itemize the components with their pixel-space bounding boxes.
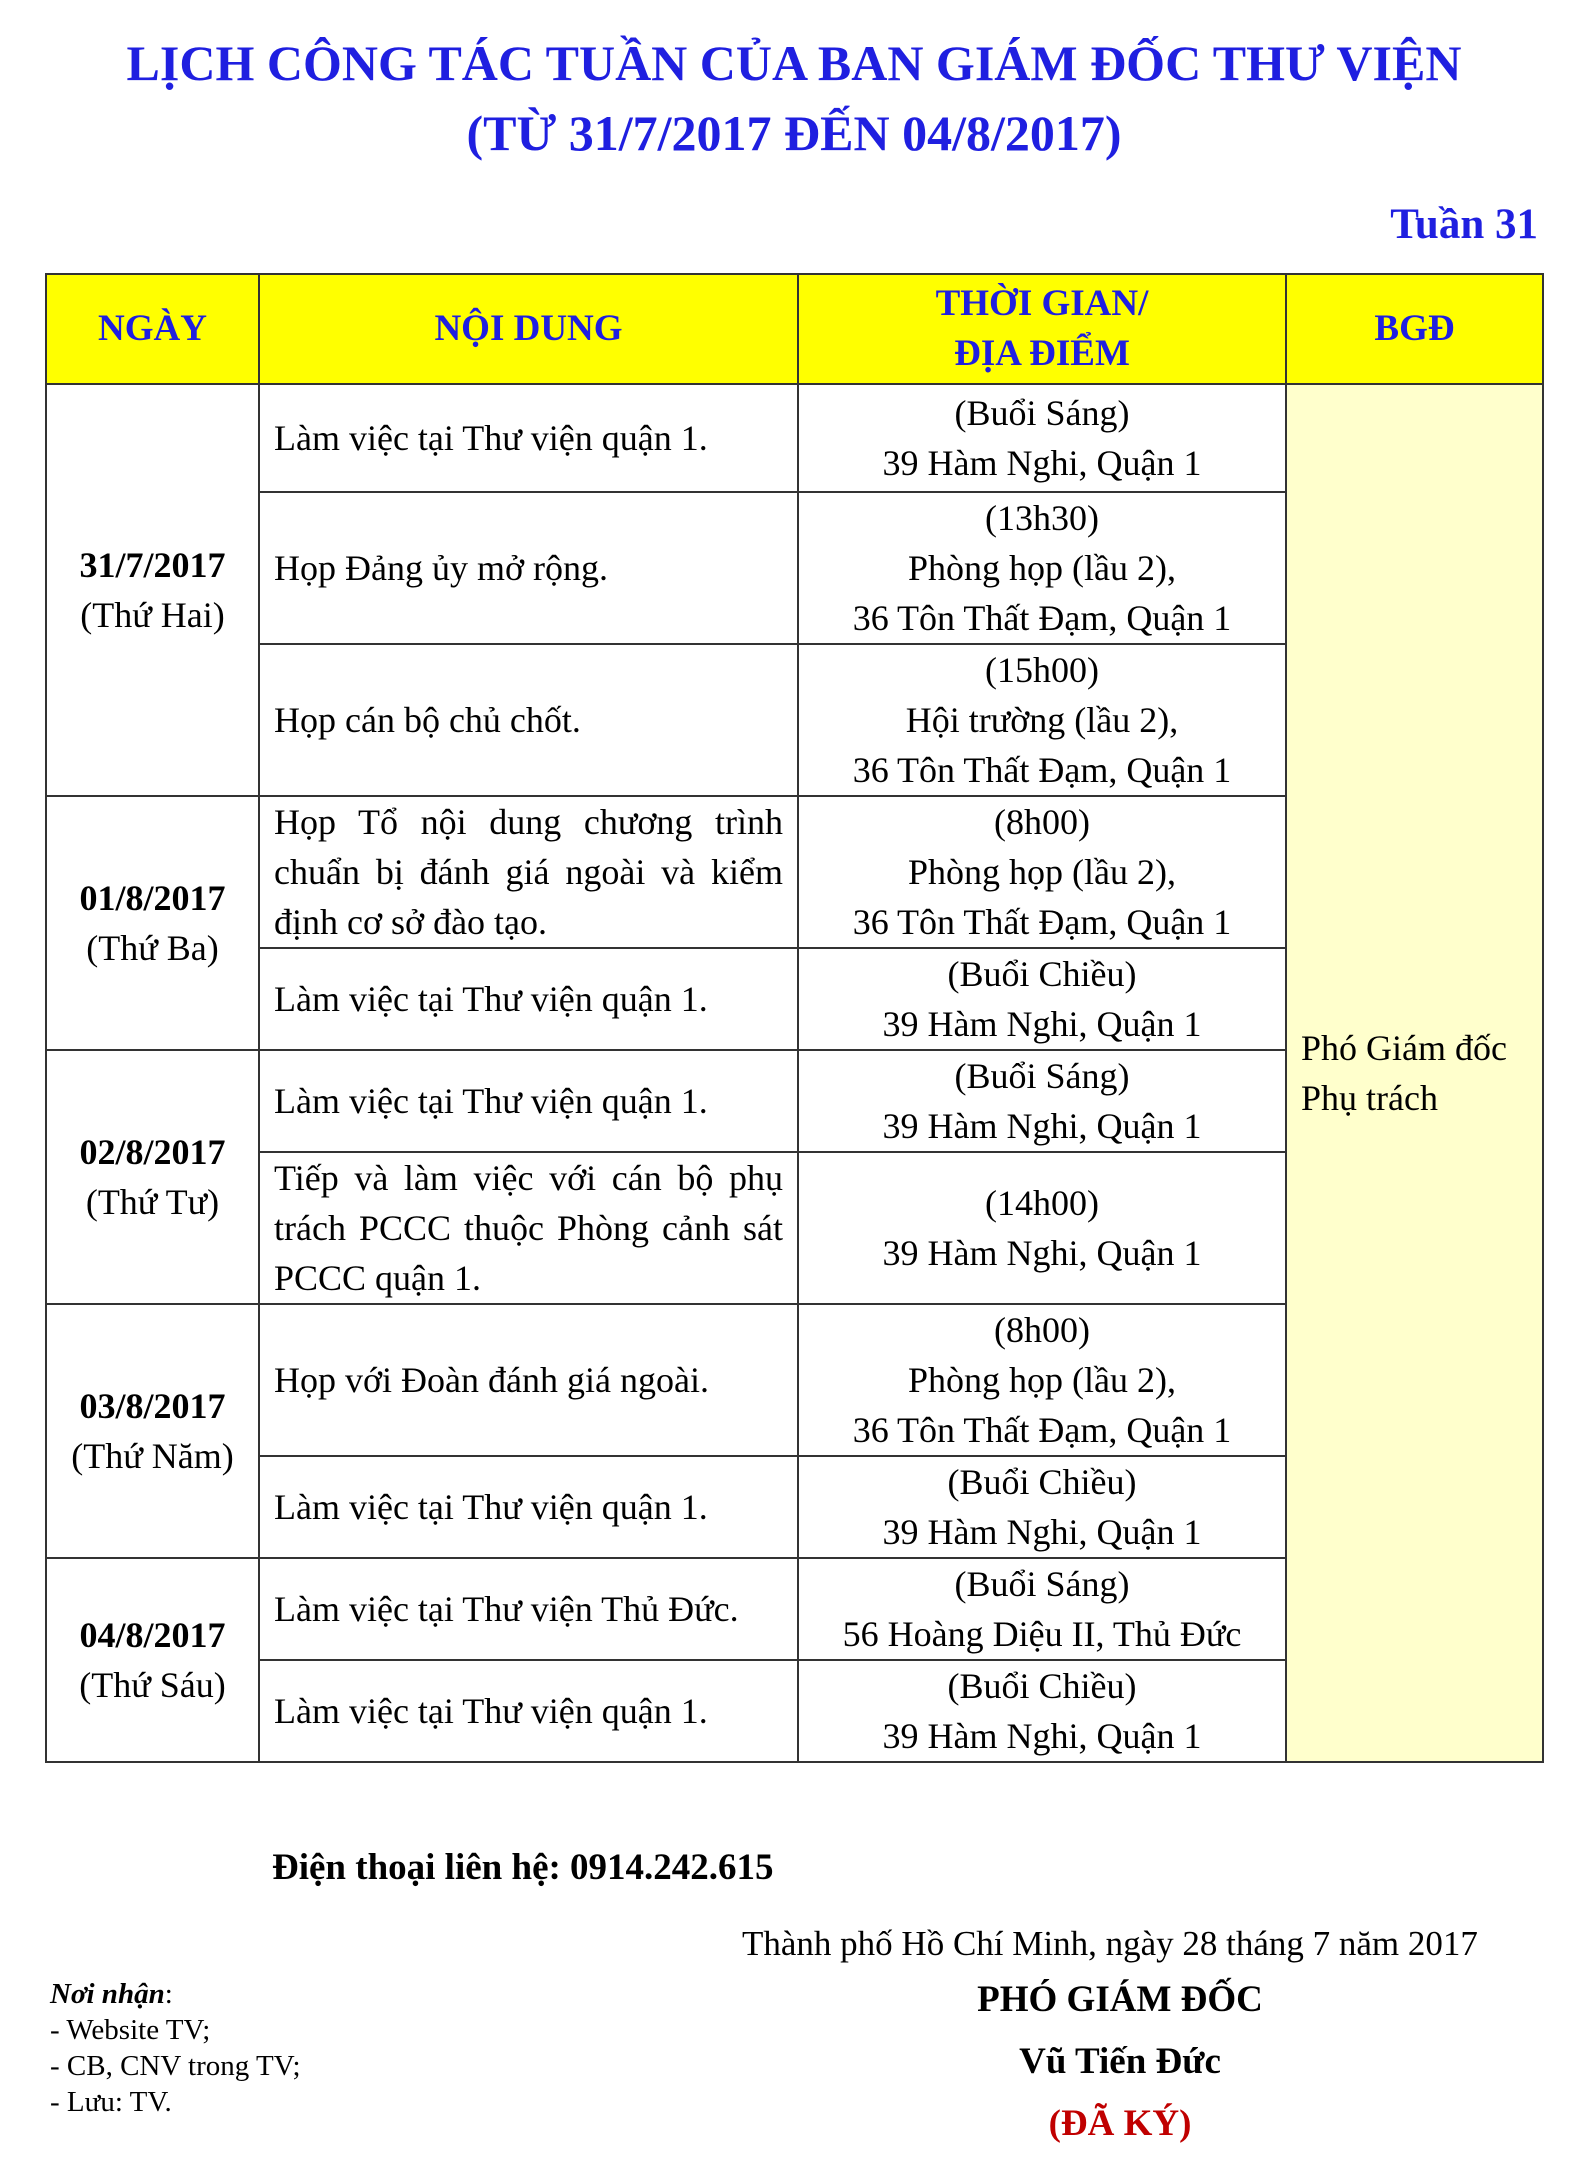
time-place-cell [798, 1050, 1286, 1152]
day-date: 01/8/2017 [79, 878, 226, 918]
day-cell [46, 1050, 259, 1304]
time-place-cell [798, 492, 1286, 644]
time-place-cell [798, 796, 1286, 948]
header-time-line2: ĐỊA ĐIỂM [954, 333, 1130, 374]
recipients [50, 1976, 301, 2120]
time-place-line: Phòng họp (lầu 2), [908, 1360, 1176, 1400]
day-date: 04/8/2017 [79, 1615, 226, 1655]
recipient-item: - Lưu: TV. [50, 2086, 172, 2118]
time-place-line: (15h00) [985, 650, 1099, 690]
time-place-cell [798, 644, 1286, 796]
contact-phone: Điện thoại liên hệ: 0914.242.615 [272, 1847, 774, 1888]
time-place-line: 56 Hoàng Diệu II, Thủ Đức [842, 1614, 1242, 1654]
header-day: NGÀY [46, 274, 259, 384]
bgd-line2: Phụ trách [1301, 1078, 1438, 1118]
time-place-line: 39 Hàm Nghi, Quận 1 [882, 1004, 1202, 1044]
header-time-place [798, 274, 1286, 384]
content-cell: Họp cán bộ chủ chốt. [259, 644, 798, 796]
recipients-label: Nơi nhận [50, 1978, 165, 2010]
table-row [46, 384, 1543, 492]
schedule-body [46, 384, 1543, 1762]
time-place-line: Phòng họp (lầu 2), [908, 852, 1176, 892]
header-bgd: BGĐ [1286, 274, 1543, 384]
city-date: Thành phố Hồ Chí Minh, ngày 28 tháng 7 năm 2017 [742, 1924, 1478, 1963]
time-place-line: (Buổi Sáng) [954, 393, 1130, 433]
signature-name: Vũ Tiến Đức [1019, 2041, 1221, 2082]
recipient-item: - CB, CNV trong TV; [50, 2050, 301, 2082]
time-place-line: 36 Tôn Thất Đạm, Quận 1 [852, 598, 1232, 638]
time-place-cell [798, 1152, 1286, 1304]
time-place-line: (Buổi Chiều) [947, 954, 1137, 994]
day-date: 02/8/2017 [79, 1132, 226, 1172]
content-cell: Làm việc tại Thư viện Thủ Đức. [259, 1558, 798, 1660]
day-date: 03/8/2017 [79, 1386, 226, 1426]
time-place-line: 36 Tôn Thất Đạm, Quận 1 [852, 1410, 1232, 1450]
bgd-line1: Phó Giám đốc [1301, 1028, 1507, 1068]
week-label: Tuần 31 [1390, 201, 1538, 248]
time-place-cell [798, 1456, 1286, 1558]
time-place-line: (13h30) [985, 498, 1099, 538]
day-weekday: (Thứ Hai) [80, 595, 225, 635]
content-cell: Làm việc tại Thư viện quận 1. [259, 1456, 798, 1558]
header-content: NỘI DUNG [259, 274, 798, 384]
day-weekday: (Thứ Tư) [85, 1182, 220, 1222]
day-cell [46, 1304, 259, 1558]
page-subtitle-date-range: (TỪ 31/7/2017 ĐẾN 04/8/2017) [466, 105, 1122, 161]
time-place-line: 39 Hàm Nghi, Quận 1 [882, 1106, 1202, 1146]
day-date: 31/7/2017 [79, 545, 226, 585]
time-place-line: (8h00) [994, 1310, 1090, 1350]
recipient-item: - Website TV; [50, 2014, 211, 2046]
content-cell: Làm việc tại Thư viện quận 1. [259, 1660, 798, 1762]
content-cell: Họp Đảng ủy mở rộng. [259, 492, 798, 644]
time-place-line: 39 Hàm Nghi, Quận 1 [882, 443, 1202, 483]
table-header-row [46, 274, 1543, 384]
bgd-cell [1286, 384, 1543, 1762]
time-place-line: 39 Hàm Nghi, Quận 1 [882, 1233, 1202, 1273]
time-place-line: 36 Tôn Thất Đạm, Quận 1 [852, 750, 1232, 790]
content-cell: Làm việc tại Thư viện quận 1. [259, 384, 798, 492]
page-title: LỊCH CÔNG TÁC TUẦN CỦA BAN GIÁM ĐỐC THƯ VIỆN [126, 35, 1462, 91]
day-weekday: (Thứ Sáu) [79, 1665, 226, 1705]
schedule-table [45, 273, 1544, 1763]
time-place-line: (8h00) [994, 802, 1090, 842]
content-cell: Tiếp và làm việc với cán bộ phụ trách PCCC thuộc Phòng cảnh sát PCCC quận 1. [259, 1152, 798, 1304]
time-place-cell [798, 1660, 1286, 1762]
day-cell [46, 796, 259, 1050]
time-place-cell [798, 1558, 1286, 1660]
time-place-cell [798, 384, 1286, 492]
time-place-line: (Buổi Chiều) [947, 1462, 1137, 1502]
time-place-line: (Buổi Sáng) [954, 1564, 1130, 1604]
time-place-cell [798, 948, 1286, 1050]
time-place-cell [798, 1304, 1286, 1456]
time-place-line: Phòng họp (lầu 2), [908, 548, 1176, 588]
day-cell [46, 384, 259, 796]
time-place-line: Hội trường (lầu 2), [905, 700, 1179, 740]
time-place-line: 36 Tôn Thất Đạm, Quận 1 [852, 902, 1232, 942]
content-cell: Họp Tổ nội dung chương trình chuẩn bị đánh giá ngoài và kiểm định cơ sở đào tạo. [259, 796, 798, 948]
header-time-line1: THỜI GIAN/ [935, 283, 1149, 324]
time-place-line: 39 Hàm Nghi, Quận 1 [882, 1716, 1202, 1756]
signature-title: PHÓ GIÁM ĐỐC [977, 1979, 1263, 2020]
time-place-line: 39 Hàm Nghi, Quận 1 [882, 1512, 1202, 1552]
time-place-line: (Buổi Sáng) [954, 1056, 1130, 1096]
recipients-colon: : [164, 1978, 173, 2010]
signature-signed: (ĐÃ KÝ) [1048, 2103, 1192, 2144]
day-cell [46, 1558, 259, 1762]
time-place-line: (14h00) [985, 1183, 1099, 1223]
time-place-line: (Buổi Chiều) [947, 1666, 1137, 1706]
day-weekday: (Thứ Ba) [86, 928, 219, 968]
content-cell: Làm việc tại Thư viện quận 1. [259, 948, 798, 1050]
content-cell: Làm việc tại Thư viện quận 1. [259, 1050, 798, 1152]
content-cell: Họp với Đoàn đánh giá ngoài. [259, 1304, 798, 1456]
day-weekday: (Thứ Năm) [71, 1436, 234, 1476]
recipients-heading [50, 1976, 301, 2012]
